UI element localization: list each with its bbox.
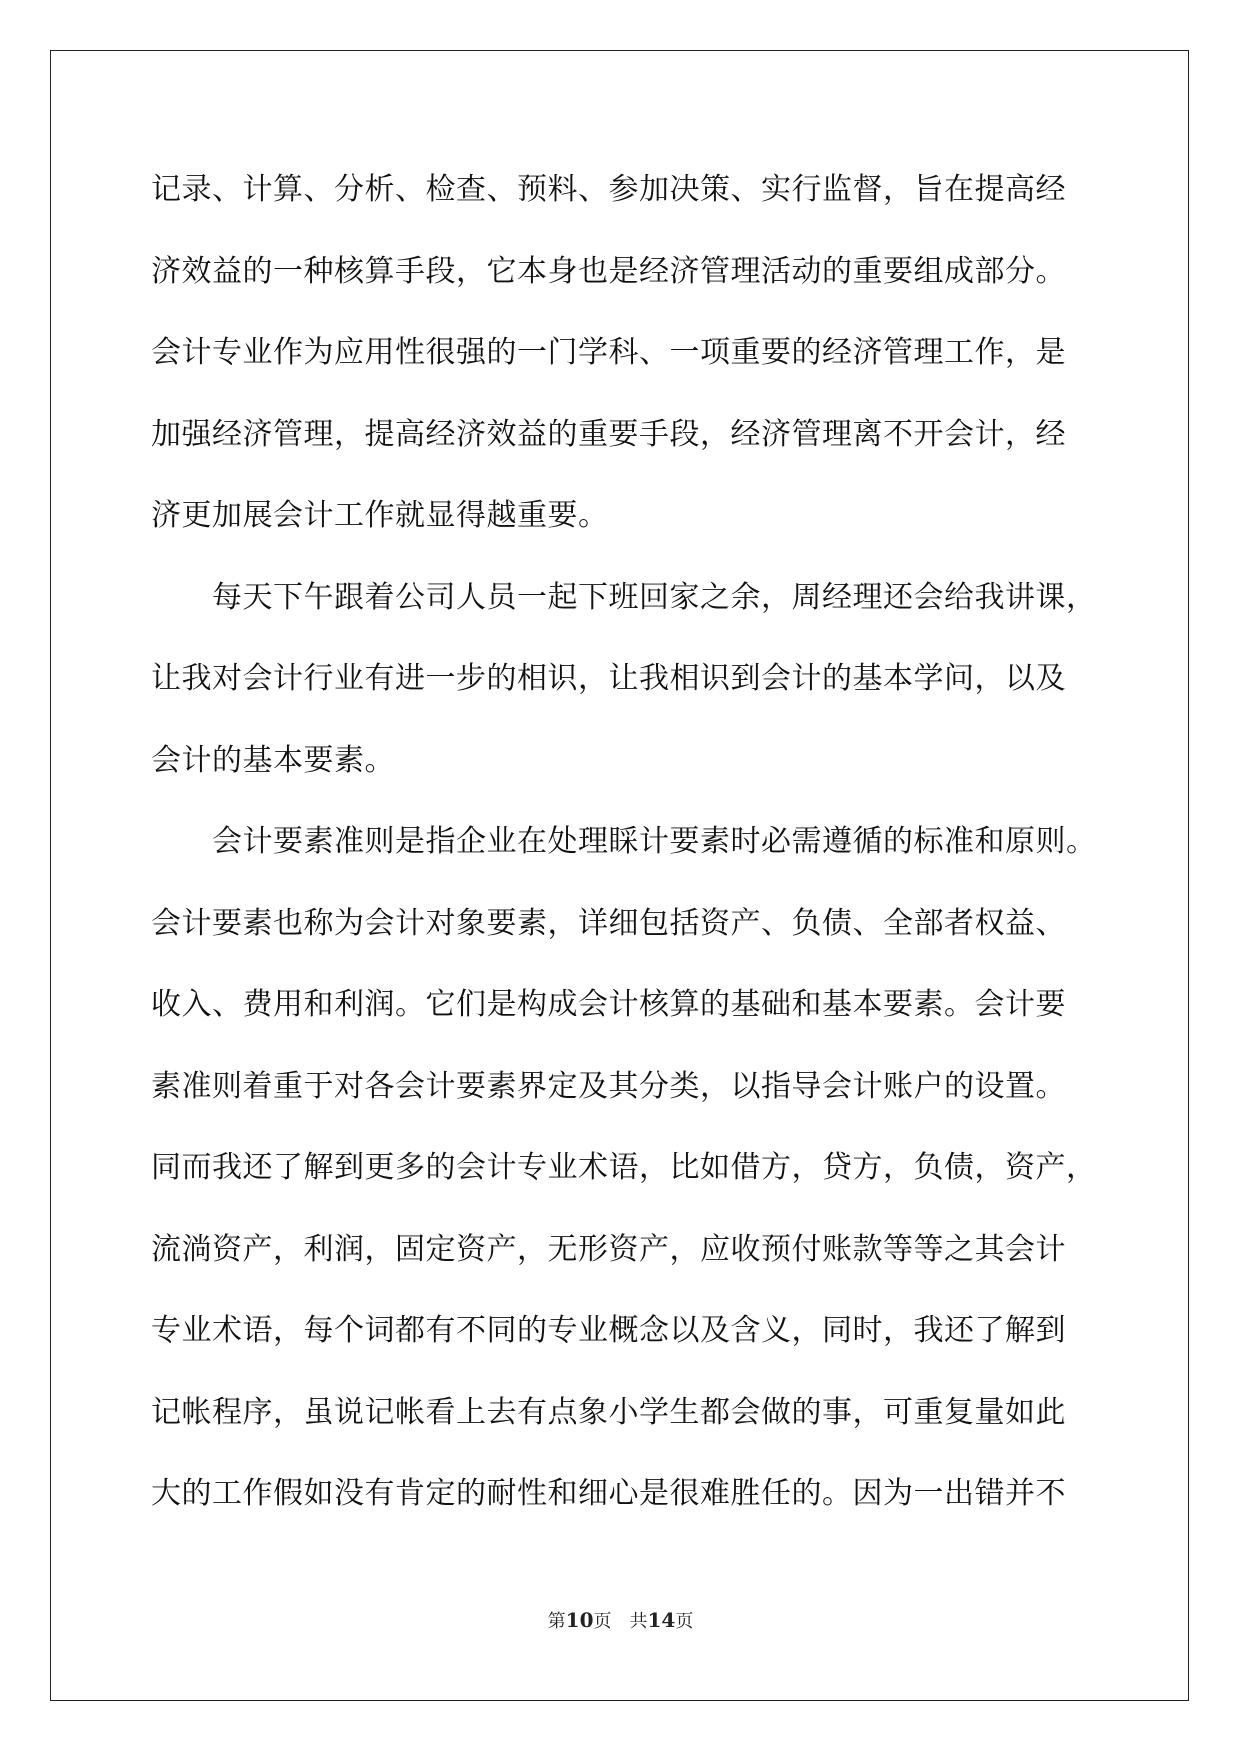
text-line: 会计要素也称为会计对象要素，详细包括资产、负债、全部者权益、	[151, 905, 1066, 941]
text-line: 济效益的一种核算手段，它本身也是经济管理活动的重要组成部分。	[151, 253, 1066, 289]
text-line: 同而我还了解到更多的会计专业术语，比如借方，贷方，负债，资产，	[151, 1150, 1097, 1185]
text-line: 记帐程序，虽说记帐看上去有点象小学生都会做的事，可重复量如此	[151, 1394, 1066, 1430]
text-line: 加强经济管理，提高经济效益的重要手段，经济管理离不开会计，经	[151, 416, 1066, 452]
total-pages-suffix: 页	[675, 1611, 694, 1632]
text-line: 会计专业作为应用性很强的一门学科、一项重要的经济管理工作，是	[151, 335, 1066, 370]
text-line: 素准则着重于对各会计要素界定及其分类，以指导会计账户的设置。	[151, 1068, 1066, 1104]
text-line: 大的工作假如没有肯定的耐性和细心是很难胜任的。因为一出错并不	[151, 1476, 1066, 1511]
text-line: 记录、计算、分析、检查、预料、参加决策、实行监督，旨在提高经	[151, 172, 1066, 207]
current-page-number: 10	[565, 1608, 594, 1632]
text-line: 会计要素准则是指企业在处理睬计要素时必需遵循的标准和原则。	[212, 824, 1097, 859]
text-line: 会计的基本要素。	[151, 742, 395, 778]
total-pages-prefix: 共	[629, 1611, 648, 1632]
text-line: 专业术语，每个词都有不同的专业概念以及含义，同时，我还了解到	[151, 1313, 1066, 1348]
text-line: 每天下午跟着公司人员一起下班回家之余，周经理还会给我讲课，	[212, 579, 1097, 615]
document-body	[151, 160, 1097, 1546]
text-line: 流淌资产，利润，固定资产，无形资产，应收预付账款等等之其会计	[151, 1231, 1066, 1267]
text-line: 济更加展会计工作就显得越重要。	[151, 498, 609, 533]
page-number-prefix: 第	[547, 1611, 566, 1632]
page-footer	[0, 1607, 1241, 1633]
text-line: 让我对会计行业有进一步的相识，让我相识到会计的基本学问，以及	[151, 661, 1066, 696]
page-number-suffix: 页	[593, 1611, 612, 1632]
total-page-count: 14	[647, 1608, 676, 1632]
text-line: 收入、费用和利润。它们是构成会计核算的基础和基本要素。会计要	[151, 987, 1066, 1022]
